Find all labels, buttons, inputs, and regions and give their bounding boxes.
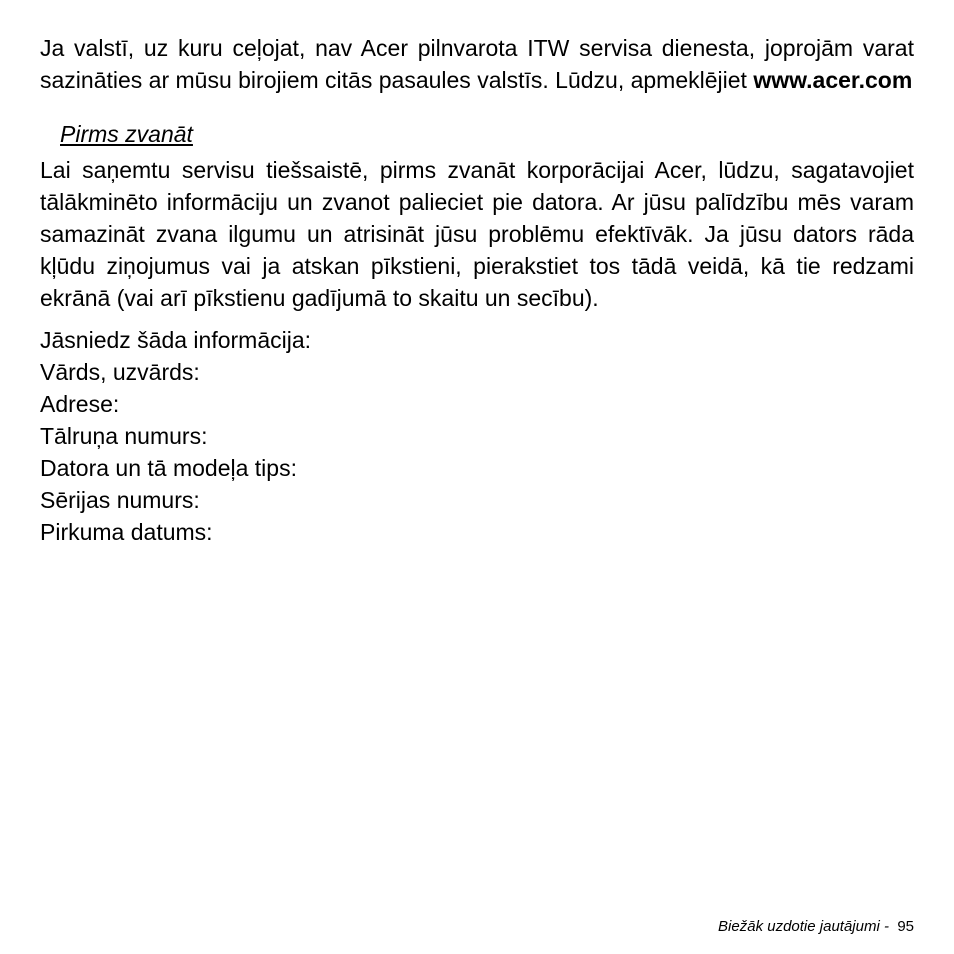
section-heading: Pirms zvanāt bbox=[60, 121, 193, 147]
info-item-serial: Sērijas numurs: bbox=[40, 487, 200, 513]
info-item-phone: Tālruņa numurs: bbox=[40, 423, 208, 449]
page-footer bbox=[718, 917, 914, 937]
section-body-paragraph: Lai saņemtu servisu tiešsaistē, pirms zvanāt korporācijai Acer, lūdzu, sagatavojiet tālākminēto informāciju un zvanot palieciet pie datora. Ar jūsu palīdzību mēs varam samazināt zvana ilgumu un atrisināt jūsu problēmu efektīvāk. Ja jūsu dators rāda kļūdu ziņojumus vai ja atskan pīkstieni, pierakstiet tos tādā veidā, kā tie redzami ekrānā (vai arī pīkstienu gadījumā to skaitu un secību). bbox=[40, 157, 914, 311]
intro-paragraph bbox=[40, 32, 914, 96]
document-page bbox=[40, 32, 914, 548]
info-item-model: Datora un tā modeļa tips: bbox=[40, 455, 297, 481]
footer-chapter-title: Biežāk uzdotie jautājumi - bbox=[718, 918, 898, 935]
info-item-name: Vārds, uzvārds: bbox=[40, 359, 200, 385]
info-list-intro: Jāsniedz šāda informācija: bbox=[40, 327, 312, 353]
info-item-purchase-date: Pirkuma datums: bbox=[40, 519, 213, 545]
acer-website-link[interactable]: www.acer.com bbox=[753, 67, 913, 93]
page-number: 95 bbox=[897, 918, 914, 935]
intro-text: Ja valstī, uz kuru ceļojat, nav Acer pilnvarota ITW servisa dienesta, joprojām varat sazināties ar mūsu birojiem citās pasaules valstīs. Lūdzu, apmeklējiet bbox=[40, 35, 914, 93]
required-info-list bbox=[40, 324, 914, 548]
info-item-address: Adrese: bbox=[40, 391, 120, 417]
